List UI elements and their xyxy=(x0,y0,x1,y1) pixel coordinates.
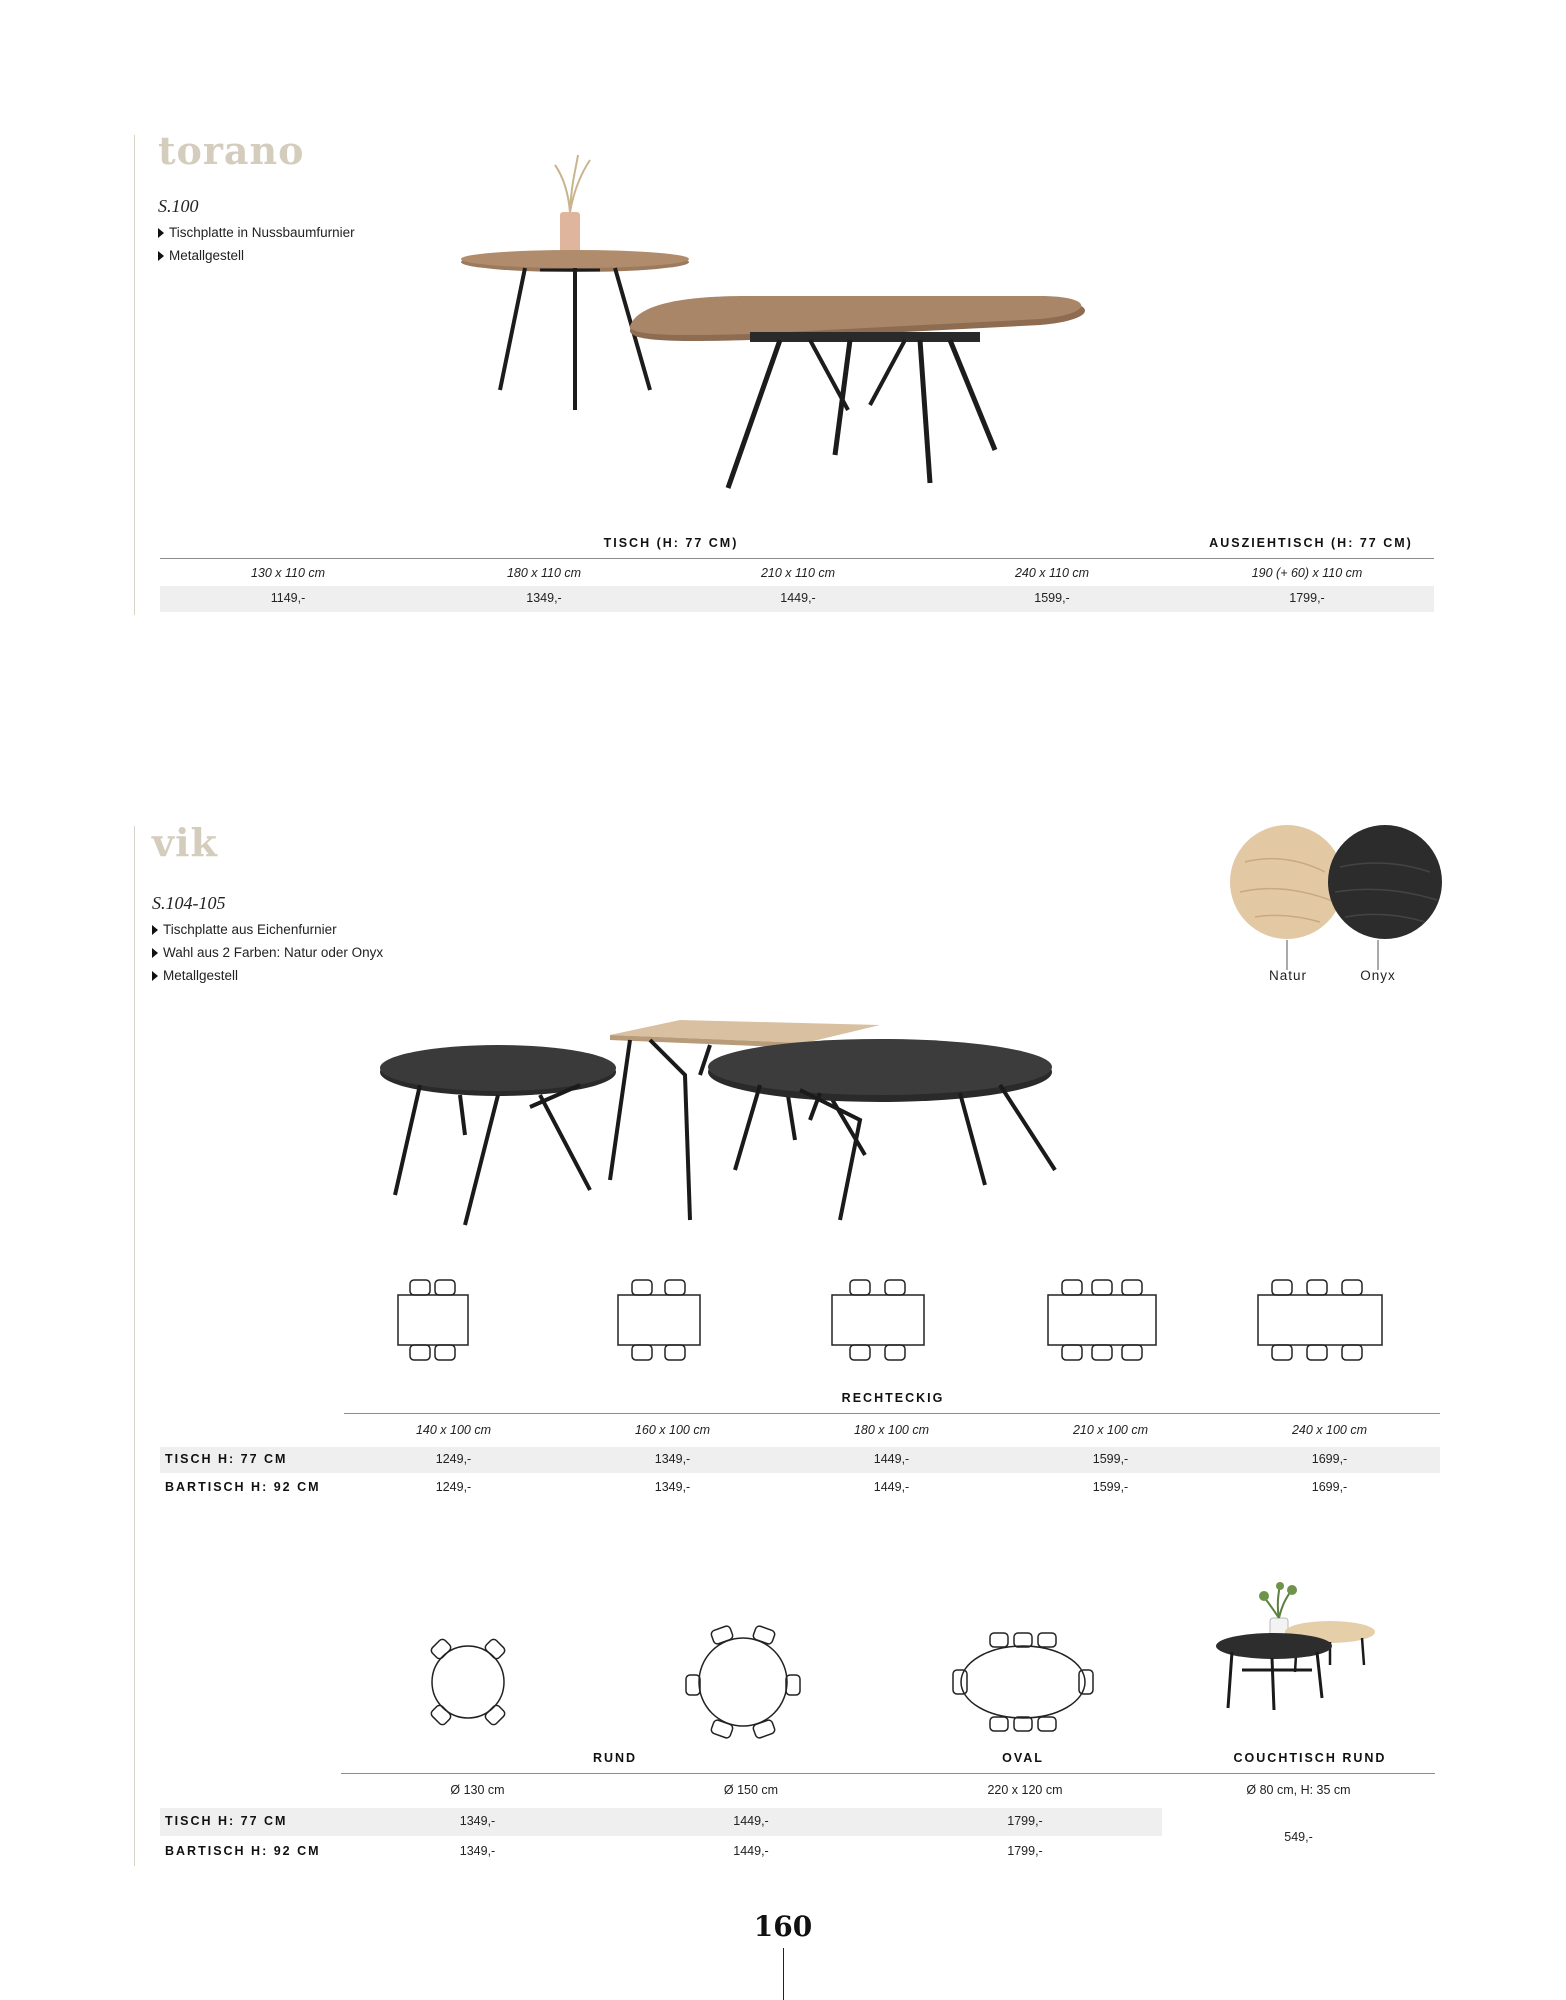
vik-rect-size-cell: 160 x 100 cm xyxy=(634,1423,711,1437)
vik-round-price-cell: 1349,- xyxy=(459,1814,496,1828)
vik-round-size-cell: 220 x 120 cm xyxy=(987,1783,1063,1797)
vik-rect-price-cell: 1249,- xyxy=(435,1480,472,1494)
vik-rect-price-cell: 1599,- xyxy=(1092,1480,1129,1494)
torano-price-cell: 1449,- xyxy=(780,591,816,605)
bullet-text: Tischplatte aus Eichenfurnier xyxy=(163,922,337,937)
torano-bullet xyxy=(158,225,355,240)
torano-size-cell: 240 x 110 cm xyxy=(1014,566,1090,580)
swatch-label-onyx: Onyx xyxy=(1360,968,1396,983)
vik-round-price-cell: 1449,- xyxy=(733,1844,769,1858)
vik-round-price-cell: 1349,- xyxy=(459,1844,496,1858)
vik-rect-plan-diagrams xyxy=(380,1270,1410,1370)
vik-rect-size-cell: 140 x 100 cm xyxy=(415,1423,492,1437)
vik-rect-row-label: TISCH H: 77 CM xyxy=(165,1452,288,1466)
vik-round-table xyxy=(380,1045,616,1225)
vik-header-oval: OVAL xyxy=(1002,1751,1044,1765)
vik-round-size-cell: Ø 80 cm, H: 35 cm xyxy=(1246,1783,1351,1797)
bullet-text: Metallgestell xyxy=(163,968,239,983)
vik-rect-price-cell: 1349,- xyxy=(654,1452,691,1466)
torano-bullet xyxy=(158,248,244,263)
torano-size-cell: 130 x 110 cm xyxy=(250,566,326,580)
vase-illustration xyxy=(555,155,590,256)
torano-code: S.100 xyxy=(158,196,199,216)
vik-round-row-label: BARTISCH H: 92 CM xyxy=(165,1844,321,1858)
vik-rect-price-cell: 1699,- xyxy=(1311,1452,1348,1466)
torano-side-rule xyxy=(134,135,135,615)
bullet-text: Wahl aus 2 Farben: Natur oder Onyx xyxy=(163,945,384,960)
page-number-rule xyxy=(783,1948,784,2000)
vik-title: vik xyxy=(152,820,218,865)
swatch-natur xyxy=(1230,825,1344,939)
torano-size-cell: 180 x 110 cm xyxy=(506,566,582,580)
vik-oval-table xyxy=(708,1039,1055,1220)
vik-round-price-cell: 1449,- xyxy=(733,1814,769,1828)
torano-price-cell: 1599,- xyxy=(1034,591,1070,605)
vik-header-couchtisch: COUCHTISCH RUND xyxy=(1233,1751,1387,1765)
swatch-label-natur: Natur xyxy=(1268,968,1307,983)
bullet-triangle-icon xyxy=(158,251,164,261)
bullet-text: Tischplatte in Nussbaumfurnier xyxy=(169,225,355,240)
vik-tables-illustration xyxy=(380,1015,1180,1235)
vik-round-oval-plan-diagrams xyxy=(400,1620,1120,1740)
extendable-oval-table xyxy=(630,296,1085,488)
vik-bullet xyxy=(152,945,383,960)
torano-table-rule xyxy=(160,558,1434,559)
vik-round-row-label: TISCH H: 77 CM xyxy=(165,1814,288,1828)
vik-rect-table-rule xyxy=(344,1413,1440,1414)
vik-round-price-cell: 1799,- xyxy=(1007,1814,1043,1828)
vik-couch-price-cell: 549,- xyxy=(1284,1830,1313,1844)
torano-price-cell: 1149,- xyxy=(270,591,306,605)
couchtisch-illustration xyxy=(1212,1580,1382,1720)
vik-bullet xyxy=(152,922,337,937)
color-swatches xyxy=(1225,822,1445,982)
bullet-text: Metallgestell xyxy=(169,248,245,263)
torano-size-cell: 190 (+ 60) x 110 cm xyxy=(1251,566,1363,580)
vik-code: S.104-105 xyxy=(152,893,226,913)
vik-rect-row-label: BARTISCH H: 92 CM xyxy=(165,1480,321,1494)
vik-rect-price-cell: 1349,- xyxy=(654,1480,691,1494)
vik-header-rund: RUND xyxy=(592,1751,638,1765)
vik-round-price-cell: 1799,- xyxy=(1007,1844,1043,1858)
page-number: 160 xyxy=(753,1910,813,1943)
vik-rect-size-cell: 210 x 100 cm xyxy=(1072,1423,1149,1437)
vik-round-size-cell: Ø 150 cm xyxy=(723,1783,779,1797)
vik-rect-price-cell: 1599,- xyxy=(1092,1452,1129,1466)
vik-bullet xyxy=(152,968,238,983)
torano-header-tisch: TISCH (H: 77 CM) xyxy=(603,536,739,550)
vik-round-size-cell: Ø 130 cm xyxy=(450,1783,505,1797)
torano-price-cell: 1349,- xyxy=(526,591,562,605)
vik-rect-price-cell: 1249,- xyxy=(435,1452,472,1466)
vik-rect-size-cell: 240 x 100 cm xyxy=(1291,1423,1368,1437)
bullet-triangle-icon xyxy=(152,925,158,935)
vik-rect-size-cell: 180 x 100 cm xyxy=(853,1423,930,1437)
vik-round-table-rule xyxy=(341,1773,1435,1774)
bullet-triangle-icon xyxy=(158,228,164,238)
vik-header-rechteckig: RECHTECKIG xyxy=(841,1391,945,1405)
torano-title: torano xyxy=(158,128,305,173)
bullet-triangle-icon xyxy=(152,948,158,958)
vik-rect-price-cell: 1449,- xyxy=(873,1452,910,1466)
vik-rect-price-cell: 1449,- xyxy=(873,1480,910,1494)
torano-tables-illustration xyxy=(450,150,1100,510)
vik-rect-price-cell: 1699,- xyxy=(1311,1480,1348,1494)
torano-price-cell: 1799,- xyxy=(1289,591,1325,605)
bullet-triangle-icon xyxy=(152,971,158,981)
torano-header-ausziehtisch: AUSZIEHTISCH (H: 77 CM) xyxy=(1209,536,1413,550)
torano-size-cell: 210 x 110 cm xyxy=(760,566,836,580)
vik-side-rule xyxy=(134,826,135,1866)
